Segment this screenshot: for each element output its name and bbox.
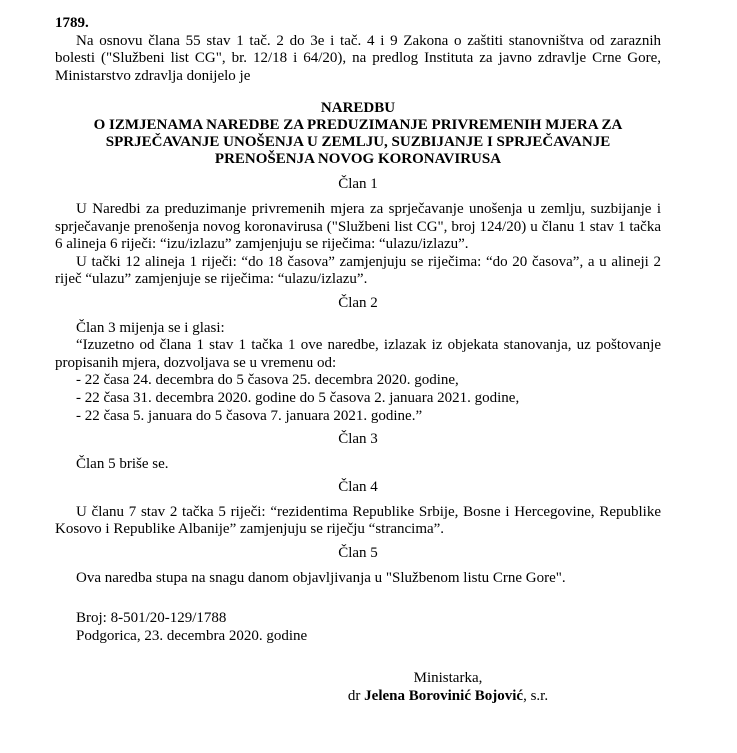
article-1-heading: Član 1 bbox=[338, 176, 378, 193]
title-line-4: PRENOŠENJA NOVOG KORONAVIRUSA bbox=[214, 151, 502, 168]
article-2-list-item-2: - 22 časa 31. decembra 2020. godine do 5 časova 2. januara 2021. godine, bbox=[76, 389, 520, 406]
article-5-heading: Član 5 bbox=[338, 545, 378, 562]
article-2-paragraph-1: Član 3 mijenja se i glasi: bbox=[76, 319, 225, 336]
title-line-1: NAREDBU bbox=[320, 100, 396, 117]
act-number: 1789. bbox=[55, 15, 89, 31]
title-line-2: O IZMJENAMA NAREDBE ZA PREDUZIMANJE PRIVREMENIH MJERA ZA bbox=[93, 117, 623, 134]
document bbox=[55, 0, 661, 705]
article-4-paragraph-1: U članu 7 stav 2 tačka 5 riječi: “rezidentima Republike Srbije, Bosne i Hercegovine, Republike Kosovo i Republike Albanije” zamjenjuju se riječju “strancima”. bbox=[55, 503, 661, 538]
article-1-paragraph-1: U Naredbi za preduzimanje privremenih mjera za sprječavanje unošenja u zemlju, suzbijanje i sprječavanje prenošenja novog koronavirusa ("Službeni list CG", broj 124/20) u članu 1 stav 1 tačka 6 alineja 6 riječi: “izu/izlazu” zamjenjuju se riječima: “ulazu/izlazu”. bbox=[55, 200, 661, 253]
article-5-paragraph-1: Ova naredba stupa na snagu danom objavljivanja u "Službenom listu Crne Gore". bbox=[76, 569, 566, 586]
signatory-line bbox=[235, 687, 661, 705]
article-3-heading: Član 3 bbox=[338, 431, 378, 448]
reference-block bbox=[76, 609, 661, 645]
preamble: Na osnovu člana 55 stav 1 tač. 2 do 3e i tač. 4 i 9 Zakona o zaštiti stanovništva od zaraznih bolesti ("Službeni list CG", br. 12/18 i 64/20), na predlog Instituta za javno zdravlje Crne Gore, Ministarstvo zdravlja donijelo je bbox=[55, 32, 661, 84]
article-2-list-item-1: - 22 časa 24. decembra do 5 časova 25. decembra 2020. godine, bbox=[76, 372, 459, 389]
article-2-paragraph-2: “Izuzetno od člana 1 stav 1 tačka 1 ove naredbe, izlazak iz objekata stanovanja, uz poštovanje propisanih mjera, dozvoljava se u vremenu od: bbox=[55, 337, 661, 371]
place-date: Podgorica, 23. decembra 2020. godine bbox=[76, 628, 308, 645]
article-2-list-item-3: - 22 časa 5. januara do 5 časova 7. januara 2021. godine.” bbox=[76, 407, 423, 424]
reference-number: Broj: 8-501/20-129/1788 bbox=[76, 610, 227, 627]
signatory-role: Ministarka, bbox=[413, 670, 483, 687]
article-4-heading: Član 4 bbox=[338, 479, 378, 496]
article-1-paragraph-2: U tački 12 alineja 1 riječi: “do 18 časova” zamjenjuju se riječima: “do 20 časova”, a u alineji 2 riječ “ulazu” zamjenjuje se riječima: “ulazu/izlazu”. bbox=[55, 253, 661, 288]
act-title bbox=[55, 100, 661, 168]
article-3-paragraph-1: Član 5 briše se. bbox=[76, 455, 169, 472]
signature-block bbox=[235, 669, 661, 705]
article-2-heading: Član 2 bbox=[338, 294, 378, 311]
signatory-prefix: dr bbox=[347, 688, 365, 705]
title-line-3: SPRJEČAVANJE UNOŠENJA U ZEMLJU, SUZBIJANJE I SPRJEČAVANJE bbox=[105, 134, 611, 151]
signatory-name: Jelena Borovinić Bojović bbox=[364, 688, 524, 705]
signatory-suffix: , s.r. bbox=[523, 688, 549, 705]
